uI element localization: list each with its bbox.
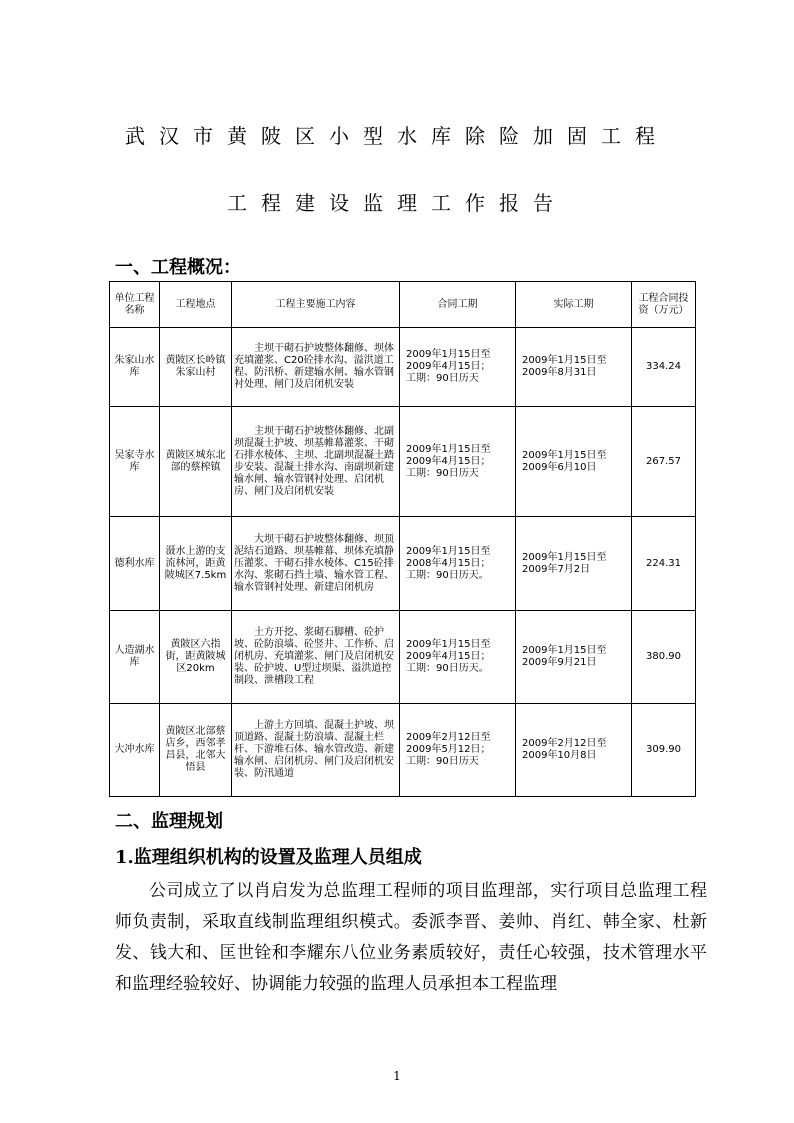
cell-location: 黄陂区长岭镇朱家山村: [160, 328, 232, 407]
project-overview-table: [109, 281, 696, 797]
cell-unit-name: 人造湖水库: [110, 611, 160, 704]
subsection-heading-organization: 1.监理组织机构的设置及监理人员组成: [115, 847, 422, 868]
cell-location: 滠水上游的支流林河，距黄陂城区7.5km: [160, 517, 232, 611]
cell-content: 主坝干砌石护坡整体翻修、北副坝混凝土护坡、坝基帷幕灌浆、干砌石排水棱体、主坝、北副坝混凝土踏步安装、混凝土排水沟、南副坝新建输水闸、输水管钢衬处理、启闭机房、闸门及启闭机安装: [232, 407, 400, 517]
cell-investment: 267.57: [632, 407, 696, 517]
table-row: [110, 517, 696, 611]
cell-actual-period: 2009年2月12日至2009年10月8日: [516, 704, 632, 797]
cell-actual-period: 2009年1月15日至2009年7月2日: [516, 517, 632, 611]
contract-dates: 2009年2月12日至2009年5月12日；: [406, 732, 491, 755]
cell-investment: 334.24: [632, 328, 696, 407]
table-row: [110, 407, 696, 517]
cell-location: 黄陂区城东北部的蔡榨镇: [160, 407, 232, 517]
cell-actual-period: 2009年1月15日至2009年6月10日: [516, 407, 632, 517]
contract-duration: 工期：90日历天: [406, 467, 479, 479]
contract-dates: 2009年1月15日至2009年4月15日；: [406, 639, 491, 662]
table-row: [110, 328, 696, 407]
contract-dates: 2009年1月15日至2009年4月15日；: [406, 349, 491, 372]
cell-actual-period: 2009年1月15日至2009年9月21日: [516, 611, 632, 704]
contract-dates: 2009年1月15日至2009年4月15日；: [406, 443, 491, 467]
header-unit-name: 单位工程名称: [110, 282, 160, 328]
contract-duration: 工期：90日历天: [406, 756, 479, 767]
cell-actual-period: 2009年1月15日至2009年8月31日: [516, 328, 632, 407]
cell-unit-name: 大冲水库: [110, 704, 160, 797]
header-contract-period: 合同工期: [400, 282, 516, 328]
body-paragraph: 公司成立了以肖启发为总监理工程师的项目监理部，实行项目总监理工程师负责制，采取直线制监理组织模式。委派李晋、姜帅、肖红、韩全家、杜新发、钱大和、匡世铨和李耀东八位业务素质较好，责任心较强，技术管理水平和监理经验较好、协调能力较强的监理人员承担本工程监理: [115, 881, 707, 994]
cell-contract-period: [400, 704, 516, 797]
table-row: [110, 704, 696, 797]
cell-unit-name: 德利水库: [110, 517, 160, 611]
section-heading-supervision-plan: 二、监理规划: [115, 811, 223, 832]
cell-investment: 224.31: [632, 517, 696, 611]
section-heading-overview: 一、工程概况：: [115, 257, 241, 278]
cell-location: 黄陂区北部蔡店乡，西邻孝昌县，北邻大悟县: [160, 704, 232, 797]
contract-duration: 工期：90日历天。: [406, 663, 489, 674]
cell-contract-period: [400, 407, 516, 517]
document-subtitle: 工程建设监理工作报告: [227, 191, 567, 215]
page-number: 1: [393, 1069, 401, 1083]
header-actual-period: 实际工期: [516, 282, 632, 328]
cell-content: 主坝干砌石护坡整体翻修、坝体充填灌浆、C20砼排水沟、溢洪道工程、防汛桥、新建输水闸、输水管钢衬处理、闸门及启闭机安装: [232, 328, 400, 407]
cell-contract-period: [400, 328, 516, 407]
cell-content: 上游土方回填、混凝土护坡、坝顶道路、混凝土防浪墙、混凝土栏杆、下游堆石体、输水管改造、新建输水闸、启闭机房、闸门及启闭机安装、防汛通道: [232, 704, 400, 797]
header-main-content: 工程主要施工内容: [232, 282, 400, 328]
cell-content: 大坝干砌石护坡整体翻修、坝顶泥结石道路、坝基帷幕、坝体充填静压灌浆、干砌石排水棱体、C15砼排水沟、浆砌石挡土墙、输水管工程、输水管钢衬处理、新建启闭机房: [232, 517, 400, 611]
header-investment: 工程合同投资（万元）: [632, 282, 696, 328]
contract-duration: 工期：90日历天。: [406, 569, 489, 581]
cell-contract-period: [400, 611, 516, 704]
table-row: [110, 611, 696, 704]
table-header-row: [110, 282, 696, 328]
cell-content: 土方开挖、浆砌石脚槽、砼护坡、砼防浪墙、砼竖井、工作桥、启闭机房、充填灌浆、闸门及启闭机安装、砼护坡、U型过坝渠、溢洪道控制段、泄槽段工程: [232, 611, 400, 704]
document-title: 武汉市黄陂区小型水库除险加固工程: [125, 124, 669, 148]
cell-unit-name: 朱家山水库: [110, 328, 160, 407]
contract-duration: 工期：90日历天: [406, 373, 479, 384]
header-location: 工程地点: [160, 282, 232, 328]
cell-contract-period: [400, 517, 516, 611]
cell-investment: 309.90: [632, 704, 696, 797]
contract-dates: 2009年1月15日至2008年4月15日；: [406, 545, 491, 569]
cell-investment: 380.90: [632, 611, 696, 704]
cell-location: 黄陂区六指街，距黄陂城区20km: [160, 611, 232, 704]
cell-unit-name: 吴家寺水库: [110, 407, 160, 517]
